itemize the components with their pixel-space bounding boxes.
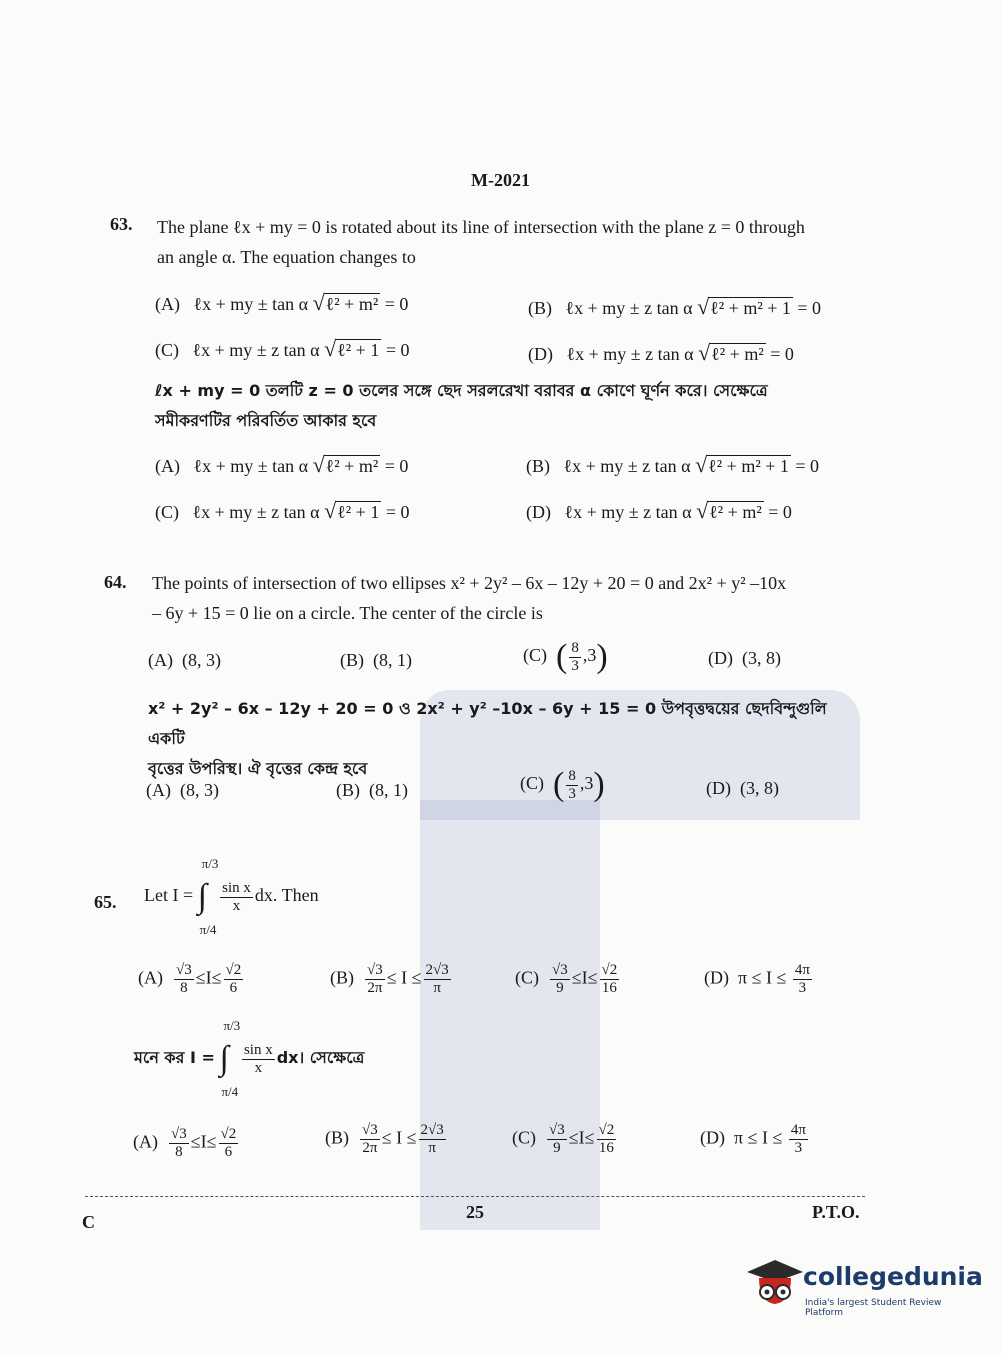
question-number: 63.: [110, 214, 133, 234]
fraction-denominator: 9: [553, 1140, 561, 1156]
option-b: (B) ℓx + my ± z tan α √ℓ² + m² + 1 = 0: [528, 294, 822, 319]
option-label: (A): [133, 1131, 158, 1152]
question-text: [152, 568, 872, 628]
option-text: ℓx + my ± tan α: [193, 294, 309, 314]
option-d: [708, 648, 781, 669]
option-a: [133, 1126, 240, 1161]
fraction-numerator: 4π: [790, 1122, 806, 1138]
page-number: 25: [466, 1202, 484, 1222]
fraction-denominator: 8: [175, 1144, 183, 1160]
inequality: π ≤ I ≤: [734, 1127, 783, 1148]
option-text: ℓx + my ± z tan α: [192, 340, 320, 360]
option-a: [138, 962, 245, 997]
option-text: = 0: [765, 344, 794, 364]
fraction-numerator: √2: [225, 962, 242, 978]
fraction-numerator: sin x: [222, 879, 251, 896]
option-label: (B): [336, 780, 360, 800]
bengali-question-text: [155, 376, 875, 436]
logo-name: collegedunia: [803, 1262, 983, 1291]
option-text: = 0: [381, 502, 410, 522]
upper-limit: π/3: [223, 1018, 241, 1033]
fraction-denominator: x: [254, 1059, 263, 1076]
fraction-numerator: √2: [598, 1122, 615, 1138]
option-label: (C): [155, 340, 179, 360]
question-number: 65.: [94, 892, 117, 912]
radicand: ℓ² + m²: [325, 456, 379, 476]
option-text: = 0: [381, 340, 410, 360]
fraction-numerator: √3: [367, 962, 383, 978]
fraction-denominator: x: [232, 897, 241, 914]
radicand: ℓ² + m²: [325, 294, 379, 314]
option-label: (B): [528, 298, 552, 318]
lower-limit: π/4: [199, 922, 217, 937]
option-c: [512, 1122, 618, 1157]
option-label: (C): [523, 645, 547, 666]
option-label: (B): [340, 650, 364, 670]
integral-definition: [144, 856, 319, 937]
option-text: (8, 1): [373, 650, 412, 670]
option-label: (A): [146, 780, 171, 800]
option-label: (D): [708, 648, 733, 668]
option-text: ℓx + my ± z tan α: [566, 344, 694, 364]
option-a: (A) ℓx + my ± tan α √ℓ² + m² = 0: [155, 290, 409, 315]
let-text: মনে কর I =: [134, 1048, 215, 1068]
option-c: (C) ℓx + my ± z tan α √ℓ² + 1 = 0: [155, 336, 410, 361]
fraction-denominator: π: [433, 980, 441, 996]
option-label: (A): [155, 456, 180, 476]
option-text: (8, 3): [182, 650, 221, 670]
question-line: an angle α. The equation changes to: [157, 247, 416, 267]
fraction-numerator: √2: [601, 962, 618, 978]
option-label: (D): [528, 344, 553, 364]
question-line: The points of intersection of two ellipses x² + 2y² – 6x – 12y + 20 = 0 and 2x² + y² –10x: [152, 573, 787, 593]
option-text: (3, 8): [742, 648, 781, 668]
option-label: (A): [155, 294, 180, 314]
fraction-numerator: √3: [171, 1126, 187, 1142]
radicand: ℓ² + m²: [711, 344, 764, 364]
fraction-numerator: 8: [571, 639, 579, 656]
question-line: বৃত্তের উপরিস্থ। ঐ বৃত্তের কেন্দ্র হবে: [148, 759, 368, 778]
option-a: [148, 650, 221, 671]
option-b: (B) ℓx + my ± z tan α √ℓ² + m² + 1 = 0: [526, 452, 820, 477]
fraction-numerator: sin x: [243, 1041, 273, 1058]
bengali-question-text: [148, 694, 868, 784]
option-text: = 0: [380, 456, 409, 476]
option-b: [336, 780, 408, 801]
fraction-denominator: 9: [556, 980, 564, 996]
option-b: [330, 962, 453, 997]
option-text: ℓx + my ± z tan α: [564, 502, 692, 522]
integral-tail: dx. Then: [254, 885, 319, 906]
fraction-denominator: 3: [568, 785, 576, 802]
option-text: (8, 3): [180, 780, 219, 800]
question-line: ℓx + my = 0 তলটি z = 0 তলের সঙ্গে ছেদ সরলরেখা বরাবর α কোণে ঘূর্ণন করে। সেক্ষেত্রে: [155, 381, 768, 400]
integral-sign: ∫ π/3 π/4: [219, 1018, 241, 1099]
collegedunia-logo: [745, 1258, 983, 1318]
integral-tail: dx। সেক্ষেত্রে: [276, 1048, 365, 1068]
option-c: (C) ( $\frac{8}{3}$ ,3): [520, 766, 605, 803]
fraction-numerator: 4π: [794, 962, 810, 978]
inequality: ≤I≤: [190, 1131, 217, 1152]
question-line: The plane ℓx + my = 0 is rotated about its line of intersection with the plane z = 0 through: [157, 217, 805, 237]
inequality: ≤I≤: [571, 967, 598, 988]
option-label: (C): [512, 1127, 536, 1148]
option-c: (C) ℓx + my ± z tan α √ℓ² + 1 = 0: [155, 498, 410, 523]
bengali-integral-definition: [134, 1018, 365, 1099]
fraction-numerator: √3: [552, 962, 568, 978]
logo-tagline: India's largest Student Review Platform: [805, 1298, 942, 1318]
integral-sign: ∫ π/3 π/4: [197, 856, 219, 937]
option-text: = 0: [763, 502, 792, 522]
option-text: ℓx + my ± z tan α: [563, 456, 691, 476]
question-line: x² + 2y² – 6x – 12y + 20 = 0 ও 2x² + y² –10x – 6y + 15 = 0 উপবৃত্তদ্বয়ের ছেদবিন্দুগুলি একটি: [148, 699, 827, 748]
inequality: ≤ I ≤: [386, 967, 422, 988]
option-b: [340, 650, 412, 671]
question-line: সমীকরণটির পরিবর্তিত আকার হবে: [155, 411, 377, 430]
fraction-numerator: 2√3: [420, 1122, 444, 1138]
option-label: (D): [700, 1127, 725, 1148]
upper-limit: π/3: [201, 856, 219, 871]
option-c: [515, 962, 621, 997]
option-d: [700, 1122, 810, 1157]
fraction-numerator: √2: [220, 1126, 237, 1142]
inequality: ≤ I ≤: [381, 1127, 417, 1148]
question-line: – 6y + 15 = 0 lie on a circle. The center of the circle is: [152, 603, 543, 623]
fraction-numerator: √3: [362, 1122, 378, 1138]
fraction-denominator: 8: [180, 980, 188, 996]
option-label: (C): [155, 502, 179, 522]
option-label: (B): [526, 456, 550, 476]
option-label: (D): [706, 778, 731, 798]
inequality: π ≤ I ≤: [738, 967, 787, 988]
radicand: ℓ² + m² + 1: [708, 456, 789, 476]
option-label: (C): [515, 967, 539, 988]
fraction-numerator: 2√3: [425, 962, 449, 978]
inequality: ≤I≤: [195, 967, 222, 988]
scan-shadow: [420, 800, 600, 1230]
pto: P.T.O.: [812, 1202, 860, 1222]
option-a: (A) ℓx + my ± tan α √ℓ² + m² = 0: [155, 452, 409, 477]
option-text: ℓx + my ± tan α: [193, 456, 309, 476]
option-label: (A): [138, 967, 163, 988]
option-text: = 0: [792, 298, 822, 318]
option-text: ℓx + my ± z tan α: [192, 502, 320, 522]
option-label: (C): [520, 773, 544, 794]
fraction-denominator: 16: [601, 980, 617, 996]
question-text: [157, 212, 877, 272]
option-d: [706, 778, 779, 799]
option-d: (D) ℓx + my ± z tan α √ℓ² + m² = 0: [526, 498, 792, 523]
footer-rule: [85, 1196, 865, 1197]
option-label: (A): [148, 650, 173, 670]
fraction-numerator: √3: [176, 962, 192, 978]
option-text: = 0: [790, 456, 820, 476]
fraction-numerator: √3: [549, 1122, 565, 1138]
fraction-denominator: 3: [798, 980, 807, 996]
question-number: 64.: [104, 572, 127, 592]
option-text: (8, 1): [369, 780, 408, 800]
fraction-numerator: 8: [568, 767, 576, 784]
fraction-denominator: 2π: [362, 1140, 378, 1156]
option-text: ,3: [582, 645, 597, 666]
option-d: (D) ℓx + my ± z tan α √ℓ² + m² = 0: [528, 340, 794, 365]
option-a: [146, 780, 219, 801]
fraction-denominator: 16: [598, 1140, 614, 1156]
fraction-denominator: 2π: [367, 980, 383, 996]
option-text: (3, 8): [740, 778, 779, 798]
option-text: = 0: [380, 294, 409, 314]
option-label: (B): [330, 967, 354, 988]
fraction-denominator: π: [428, 1140, 436, 1156]
option-label: (D): [526, 502, 551, 522]
option-d: [704, 962, 814, 997]
radicand: ℓ² + 1: [337, 340, 380, 360]
option-text: ℓx + my ± z tan α: [565, 298, 693, 318]
lower-limit: π/4: [221, 1084, 239, 1099]
option-label: (B): [325, 1127, 349, 1148]
radicand: ℓ² + 1: [337, 502, 380, 522]
option-label: (D): [704, 967, 729, 988]
option-b: [325, 1122, 448, 1157]
paper-code: M-2021: [471, 170, 530, 190]
option-c: (C) ( $\frac{8}{3}$ ,3): [523, 638, 608, 675]
fraction-denominator: 6: [224, 1144, 233, 1160]
radicand: ℓ² + m² + 1: [710, 298, 791, 318]
radicand: ℓ² + m²: [709, 502, 762, 522]
fraction-denominator: 3: [571, 657, 579, 674]
mascot-icon: [745, 1258, 805, 1318]
let-text: Let I =: [144, 885, 194, 906]
option-text: ,3: [579, 773, 594, 794]
footer-left: C: [82, 1212, 95, 1232]
fraction-denominator: 3: [794, 1140, 803, 1156]
inequality: ≤I≤: [568, 1127, 595, 1148]
fraction-denominator: 6: [229, 980, 238, 996]
